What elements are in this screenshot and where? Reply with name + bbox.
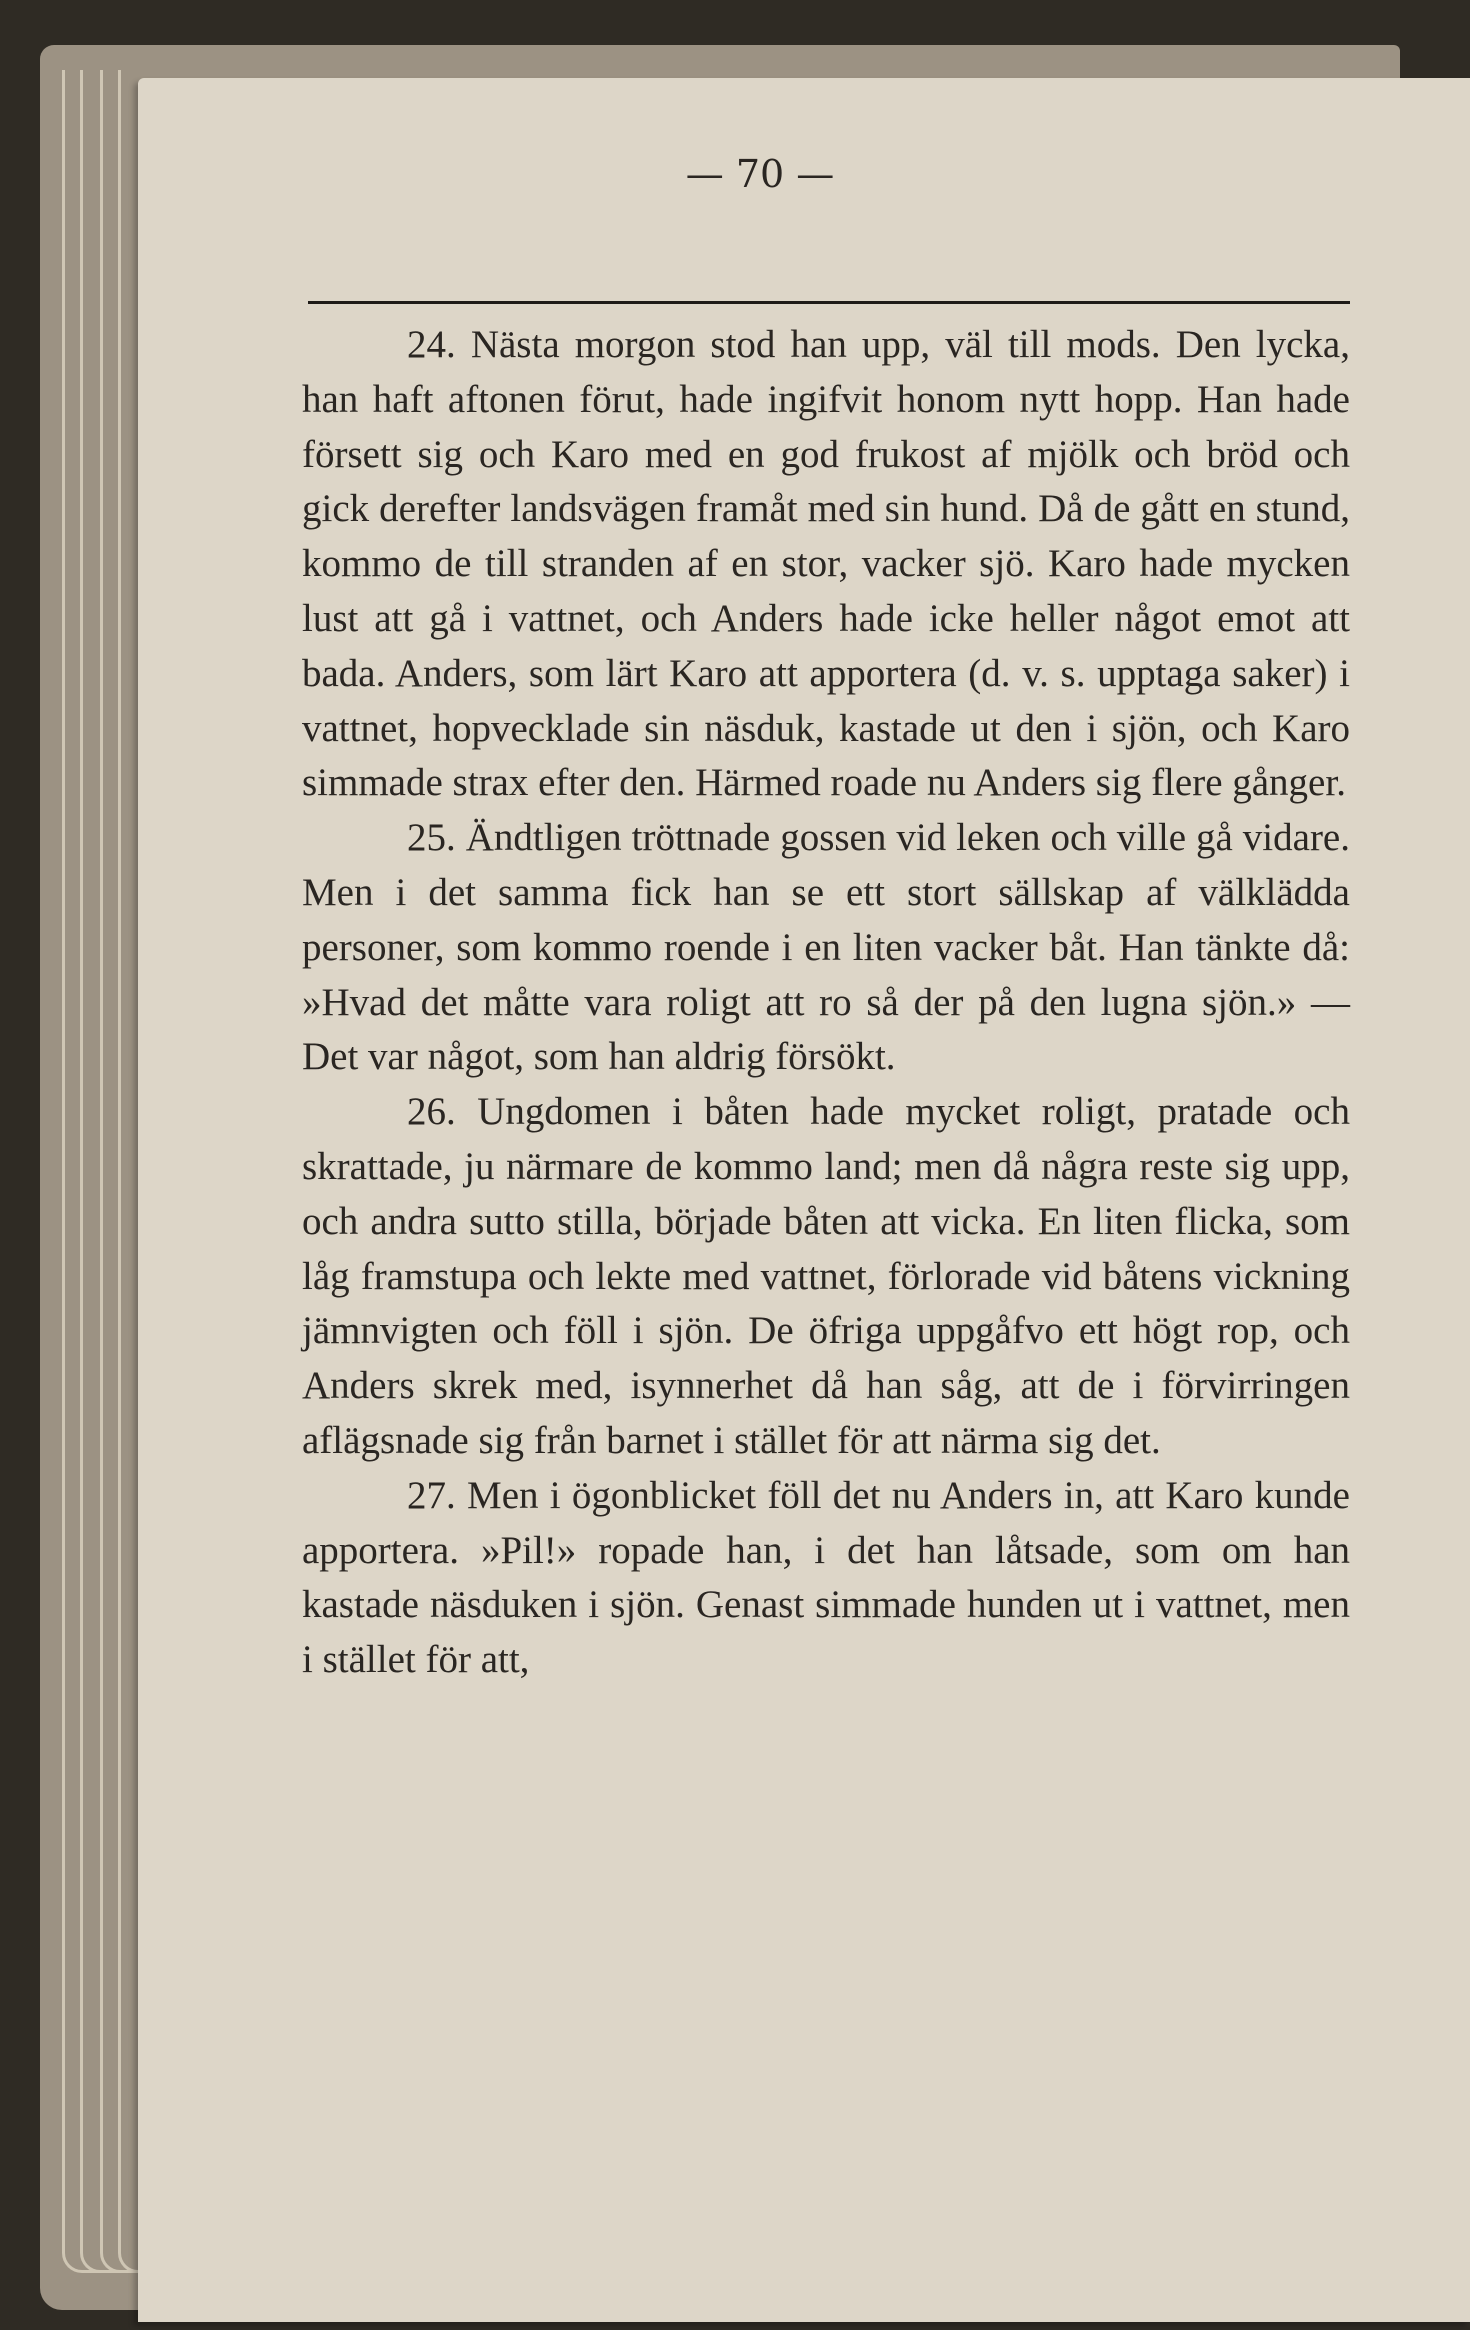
paragraph-25: 25. Ändtligen tröttnade gossen vid leken och ville gå vidare. Men i det samma fick han se ett stort sällskap af välklädda personer, som kommo roende i en liten vacker båt. Han tänkte då: »Hvad det måtte vara roligt att ro så der på den lugna sjön.» — Det var något, som han aldrig försökt. [302, 816, 1350, 1079]
page-number: — 70 — [685, 152, 835, 196]
paragraph-27: 27. Men i ögonblicket föll det nu Anders in, att Karo kunde apportera. »Pil!» ropade han, i det han låtsade, som om han kastade näsduken i sjön. Genast simmade hunden ut i vattnet, men i stället för att, [302, 1473, 1350, 1682]
body-text [302, 318, 1350, 1688]
header-rule [308, 301, 1350, 304]
paragraph-24: 24. Nästa morgon stod han upp, väl till mods. Den lycka, han haft aftonen förut, hade ingifvit honom nytt hopp. Han hade försett sig och Karo med en god frukost af mjölk och bröd och gick derefter landsvägen framåt med sin hund. Då de gått en stund, kommo de till stranden af en stor, vacker sjö. Karo hade mycken lust att gå i vattnet, och Anders hade icke heller något emot att bada. Anders, som lärt Karo att apportera (d. v. s. upptaga saker) i vattnet, hopvecklade sin näsduk, kastade ut den i sjön, och Karo simmade strax efter den. Härmed roade nu Anders sig flere gånger. [302, 323, 1350, 805]
paragraph-26: 26. Ungdomen i båten hade mycket roligt, pratade och skrattade, ju närmare de kommo land; men då några reste sig upp, och andra sutto stilla, började båten att vicka. En liten flicka, som låg framstupa och lekte med vattnet, förlorade vid båtens vickning jämnvigten och föll i sjön. De öfriga uppgåfvo ett högt rop, och Anders skrek med, isynnerhet då han såg, att de i förvirringen aflägsnade sig från barnet i stället för att närma sig det. [302, 1090, 1350, 1462]
